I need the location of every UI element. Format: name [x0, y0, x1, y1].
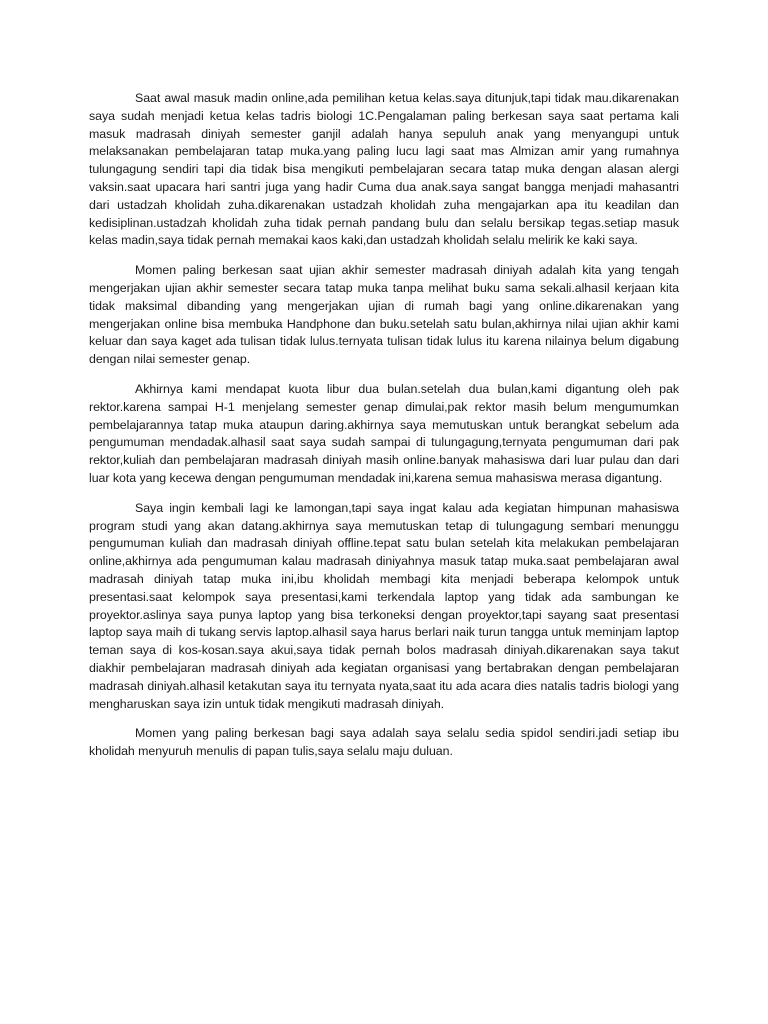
paragraph-3: Akhirnya kami mendapat kuota libur dua bulan.setelah dua bulan,kami digantung oleh pak rektor.karena sampai H-1 menjelang semester genap dimulai,pak rektor masih belum mengumumkan pembelajarannya tatap muka ataupun daring.akhirnya saya memutuskan untuk berangkat sebelum ada pengumuman mendadak.alhasil saat saya sudah sampai di tulungagung,ternyata pengumuman dari pak rektor,kuliah dan pembelajaran madrasah diniyah masih online.banyak mahasiswa dari luar pulau dan dari luar kota yang kecewa dengan pengumuman mendadak ini,karena semua mahasiswa merasa digantung. [89, 381, 679, 485]
paragraph-5: Momen yang paling berkesan bagi saya adalah saya selalu sedia spidol sendiri.jadi setiap ibu kholidah menyuruh menulis di papan tulis,saya selalu maju duluan. [89, 726, 679, 759]
paragraph-4: Saya ingin kembali lagi ke lamongan,tapi saya ingat kalau ada kegiatan himpunan mahasiswa program studi yang akan datang.akhirnya saya memutuskan tetap di tulungagung sembari menunggu pengumuman kuliah dan madrasah diniyah offline.tepat satu bulan setelah kita melakukan pembelajaran online,akhirnya ada pengumuman kalau madrasah diniyahnya masuk tatap muka.saat pembelajaran awal madrasah diniyah tatap muka ini,ibu kholidah membagi kita menjadi beberapa kelompok untuk presentasi.saat kelompok saya presentasi,kami terkendala laptop yang tidak ada sambungan ke proyektor.aslinya saya punya laptop yang bisa terkoneksi dengan proyektor,tapi sayang saat presentasi laptop saya maih di tukang servis laptop.alhasil saya harus berlari naik turun tangga untuk meminjam laptop teman saya di kos-kosan.saya akui,saya tidak pernah bolos madrasah diniyah.dikarenakan saya takut diakhir pembelajaran madrasah diniyah ada kegiatan organisasi yang bertabrakan dengan pembelajaran madrasah diniyah.alhasil ketakutan saya itu ternyata nyata,saat itu ada acara dies natalis tadris biologi yang mengharuskan saya izin untuk tidak mengikuti madrasah diniyah. [89, 500, 679, 711]
paragraph-2: Momen paling berkesan saat ujian akhir semester madrasah diniyah adalah kita yang tengah mengerjakan ujian akhir semester secara tatap muka tanpa melihat buku sama sekali.alhasil kerjaan kita tidak maksimal dibanding yang mengerjakan ujian di rumah bagi yang online.dikarenakan yang mengerjakan online bisa membuka Handphone dan buku.setelah satu bulan,akhirnya nilai ujian akhir kami keluar dan saya kaget ada tulisan tidak lulus.ternyata tulisan tidak lulus itu karena nilainya belum digabung dengan nilai semester genap. [89, 263, 679, 367]
document-page [89, 90, 679, 773]
paragraph-1: Saat awal masuk madin online,ada pemilihan ketua kelas.saya ditunjuk,tapi tidak mau.dikarenakan saya sudah menjadi ketua kelas tadris biologi 1C.Pengalaman paling berkesan saya saat pertama kali masuk madrasah diniyah semester ganjil adalah hanya sepuluh anak yang menyangupi untuk melaksanakan pembelajaran tatap muka.yang paling lucu lagi saat mas Almizan amir yang rumahnya tulungagung sendiri tapi dia tidak bisa mengikuti pembelajaran secara tatap muka dengan alasan alergi vaksin.saat upacara hari santri juga yang hadir Cuma dua anak.saya sangat bangga menjadi mahasantri dari ustadzah kholidah zuha.dikarenakan ustadzah kholidah zuha mengajarkan apa itu keadilan dan kedisiplinan.ustadzah kholidah zuha tidak pernah pandang bulu dan selalu bersikap tegas.setiap masuk kelas madin,saya tidak pernah memakai kaos kaki,dan ustadzah kholidah selalu melirik ke kaki saya. [89, 91, 679, 248]
